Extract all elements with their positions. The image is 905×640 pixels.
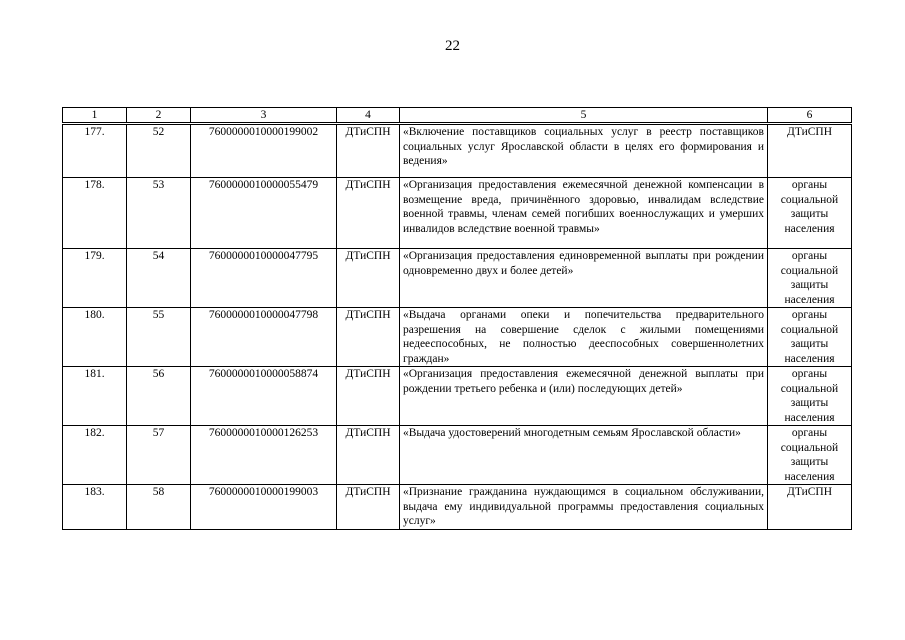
row-number: 181. xyxy=(63,367,127,426)
row-sub-number: 53 xyxy=(127,178,191,249)
department: ДТиСПН xyxy=(337,124,400,178)
table-row xyxy=(63,426,852,485)
executor: ДТиСПН xyxy=(768,485,852,530)
department: ДТиСПН xyxy=(337,367,400,426)
service-name: «Выдача органами опеки и попечительства предварительного разрешения на совершение сделок с жилыми помещениями недееспособных, не полностью дееспособных совершеннолетних граждан» xyxy=(400,308,768,367)
services-table xyxy=(62,107,852,530)
column-header: 1 xyxy=(63,108,127,124)
service-code: 7600000010000058874 xyxy=(191,367,337,426)
row-sub-number: 56 xyxy=(127,367,191,426)
department: ДТиСПН xyxy=(337,249,400,308)
table-row xyxy=(63,308,852,367)
table-row xyxy=(63,178,852,249)
executor: ДТиСПН xyxy=(768,124,852,178)
service-code: 7600000010000126253 xyxy=(191,426,337,485)
column-header: 6 xyxy=(768,108,852,124)
service-name: «Организация предоставления ежемесячной денежной компенсации в возмещение вреда, причинённого здоровью, инвалидам вследствие военной травмы, членам семей погибших военнослужащих и умерших инвалидов вследствие военной травмы» xyxy=(400,178,768,249)
table-row xyxy=(63,367,852,426)
row-sub-number: 55 xyxy=(127,308,191,367)
table-row xyxy=(63,124,852,178)
service-name: «Выдача удостоверений многодетным семьям Ярославской области» xyxy=(400,426,768,485)
executor: органы социальной защиты населения xyxy=(768,249,852,308)
department: ДТиСПН xyxy=(337,178,400,249)
service-name: «Включение поставщиков социальных услуг в реестр поставщиков социальных услуг Ярославской области в целях его формирования и ведения» xyxy=(400,124,768,178)
row-number: 177. xyxy=(63,124,127,178)
executor: органы социальной защиты населения xyxy=(768,178,852,249)
service-name: «Признание гражданина нуждающимся в социальном обслуживании, выдача ему индивидуальной программы предоставления социальных услуг» xyxy=(400,485,768,530)
row-sub-number: 57 xyxy=(127,426,191,485)
row-sub-number: 58 xyxy=(127,485,191,530)
column-header: 5 xyxy=(400,108,768,124)
row-number: 183. xyxy=(63,485,127,530)
service-name: «Организация предоставления ежемесячной денежной выплаты при рождении третьего ребенка и (или) последующих детей» xyxy=(400,367,768,426)
row-number: 178. xyxy=(63,178,127,249)
row-number: 179. xyxy=(63,249,127,308)
row-number: 182. xyxy=(63,426,127,485)
table-row xyxy=(63,249,852,308)
department: ДТиСПН xyxy=(337,308,400,367)
executor: органы социальной защиты населения xyxy=(768,308,852,367)
column-header: 4 xyxy=(337,108,400,124)
page-number: 22 xyxy=(445,38,460,54)
department: ДТиСПН xyxy=(337,485,400,530)
table-row xyxy=(63,485,852,530)
row-sub-number: 52 xyxy=(127,124,191,178)
table-header-row xyxy=(63,108,852,124)
column-header: 3 xyxy=(191,108,337,124)
service-code: 7600000010000047798 xyxy=(191,308,337,367)
service-code: 7600000010000199003 xyxy=(191,485,337,530)
service-code: 7600000010000055479 xyxy=(191,178,337,249)
executor: органы социальной защиты населения xyxy=(768,367,852,426)
row-number: 180. xyxy=(63,308,127,367)
executor: органы социальной защиты населения xyxy=(768,426,852,485)
service-code: 7600000010000047795 xyxy=(191,249,337,308)
service-code: 7600000010000199002 xyxy=(191,124,337,178)
service-name: «Организация предоставления единовременной выплаты при рождении одновременно двух и более детей» xyxy=(400,249,768,308)
column-header: 2 xyxy=(127,108,191,124)
row-sub-number: 54 xyxy=(127,249,191,308)
department: ДТиСПН xyxy=(337,426,400,485)
